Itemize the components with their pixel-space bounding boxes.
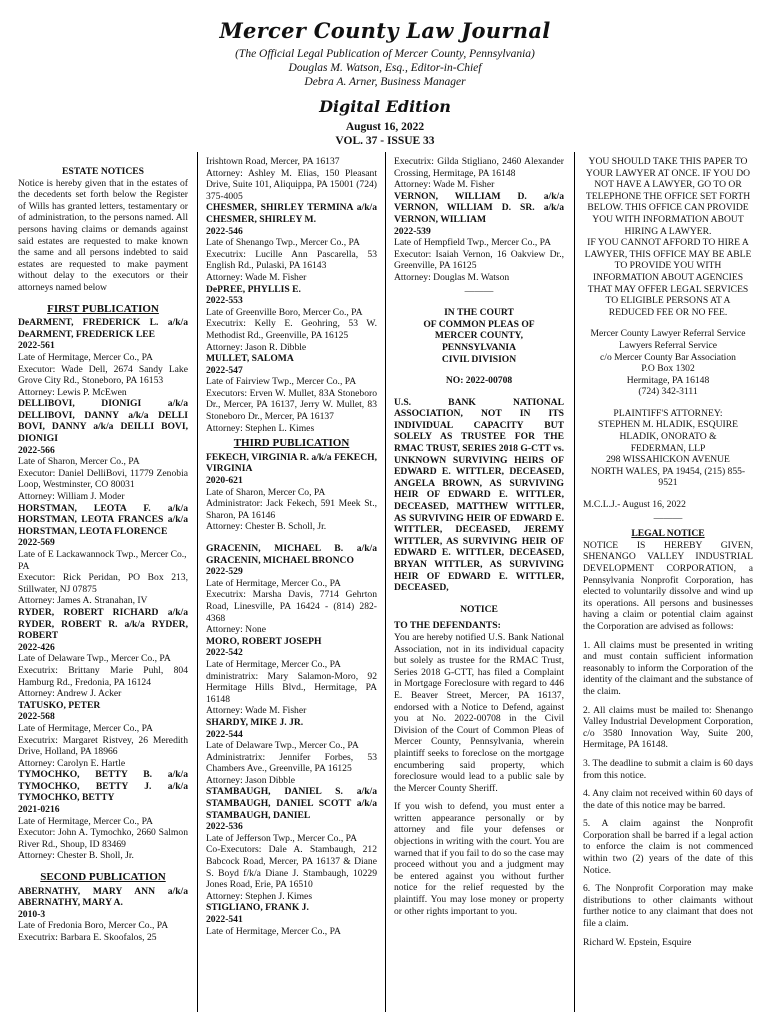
- decedent-name: TYMOCHKO, BETTY B. a/k/a TYMOCHKO, BETTY J. a/k/a TYMOCHKO, BETTY: [18, 769, 188, 804]
- executor: Executor: Isaiah Vernon, 16 Oakview Dr., Greenville, PA 16125: [394, 248, 564, 272]
- column-divider: [574, 152, 575, 1012]
- notice-paragraph: If you wish to defend, you must enter a written appearance personally or by attorney and file your defenses or objections in writing with the court. You are warned that if you fail to do so the case may proceed without you and a judgment may be entered against you without further notice for the relief requested by the plaintiff. You may lose money or property or other rights important to you.: [394, 801, 564, 917]
- edition-title: Digital Edition: [319, 97, 451, 116]
- residence: Late of Delaware Twp., Mercer Co., PA: [18, 653, 171, 665]
- attorney-line: NORTH WALES, PA 19454, (215) 855-9521: [590, 465, 746, 489]
- continued-entry: [394, 156, 564, 191]
- residence: Late of Fredonia Boro, Mercer Co., PA: [18, 920, 169, 932]
- estate-entry: [394, 191, 564, 284]
- executor: Executor: Rick Peridan, PO Box 213, Stillwater, NJ 07875: [18, 572, 188, 595]
- residence: Late of Sharon, Mercer Co, PA: [206, 486, 326, 498]
- plaintiff-attorney: [583, 408, 753, 489]
- to-defendants: TO THE DEFENDANTS:: [394, 620, 501, 632]
- residence: Late of Hermitage, Mercer Co., PA: [18, 351, 153, 363]
- decedent-name: MORO, ROBERT JOSEPH: [206, 635, 322, 647]
- case-number: 2022-566: [18, 444, 55, 456]
- estate-entry: [18, 398, 188, 502]
- referral-service: [583, 328, 753, 398]
- issue-volume: VOL. 37 - ISSUE 33: [335, 135, 435, 147]
- residence: Late of Hermitage, Mercer Co., PA: [18, 722, 153, 734]
- journal-subtitle: (The Official Legal Publication of Mercer County, Pennsylvania): [235, 48, 535, 60]
- estate-entry: [206, 452, 377, 533]
- referral-line: Lawyers Referral Service: [618, 339, 718, 351]
- estate-notices-intro: Notice is hereby given that in the estates of the decedents set forth below the Register of Wills has granted letters, testamentary or of administration, to the persons named. All persons having claims or demands against said estates are requested to make known the same and all persons indebted to said estates are requested to make payment without delay to the executors or their attorneys named below: [18, 177, 188, 293]
- editor-line: Douglas M. Watson, Esq., Editor-in-Chief: [288, 62, 482, 74]
- executor: Executrix: Brittany Marie Puhl, 804 Hamburg Rd., Fredonia, PA 16124: [18, 664, 188, 688]
- attorney-line: PLAINTIFF'S ATTORNEY:: [613, 407, 723, 419]
- column-3: [394, 156, 564, 1012]
- estate-entry: [18, 607, 188, 700]
- attorney: Attorney: Ashley M. Elias, 150 Pleasant Drive, Suite 101, Aliquippa, PA 15001 (724) 375-4005: [206, 167, 377, 202]
- decedent-name: DELLIBOVI, DIONIGI a/k/a DELLIBOVI, DANNY a/k/a DELLI BOVI, DANNY a/k/a DEILLI BOVI, DIONIGI: [18, 398, 188, 445]
- column-divider: [197, 152, 198, 1012]
- journal-title: Mercer County Law Journal: [219, 18, 551, 43]
- residence: Late of Shenango Twp., Mercer Co., PA: [206, 237, 360, 249]
- executor: dministratrix: Mary Salamon-Moro, 92 Hermitage Hills Blvd., Hermitage, PA 16148: [206, 670, 377, 705]
- legal-notice-item: 4. Any claim not received within 60 days of the date of this notice may be barred.: [583, 788, 753, 811]
- decedent-name: STIGLIANO, FRANK J.: [206, 902, 309, 914]
- attorney: Attorney: Lewis P. McEwen: [18, 386, 127, 398]
- notice-paragraph: You are hereby notified U.S. Bank National Association, not in its individual capacity but solely as trustee for the RMAC Trust, Series 2018 G-CTT, has filed a Complaint in Mortgage Foreclosure with regard to 446 E. Beaver Street, Mercer, PA 16137, endorsed with a Notice to Defend, against you at No. 2022-00708 in the Civil Division of the Court of Common Pleas of Mercer County, Pennsylvania, wherein plaintiff seeks to foreclose on the mortgage encumbering said property, which foreclosure would lead to a public sale by the Mercer County Sheriff.: [394, 631, 564, 794]
- referral-line: c/o Mercer County Bar Association: [600, 351, 736, 363]
- column-4: [583, 156, 753, 1012]
- estate-entry: [206, 202, 377, 283]
- attorney-line: HLADIK, ONORATO &: [619, 431, 717, 443]
- case-number: 2022-544: [206, 728, 243, 740]
- executor: Executrix: Margaret Ristvey, 26 Meredith Drive, Holland, PA 18966: [18, 734, 188, 758]
- referral-line: (724) 342-3111: [638, 386, 698, 398]
- legal-notice-item: 5. A claim against the Nonprofit Corporation shall be barred if a legal action to enforce the claim is not commenced within two (2) years of the date of this Notice.: [583, 818, 753, 876]
- column-2: [206, 156, 377, 1012]
- third-publication-heading: THIRD PUBLICATION: [233, 437, 350, 450]
- case-number: 2022-542: [206, 647, 243, 659]
- attorney: Attorney: Wade M. Fisher: [206, 705, 307, 717]
- decedent-name: TATUSKO, PETER: [18, 699, 101, 711]
- case-number: 2010-3: [18, 908, 46, 920]
- estate-entry: [18, 886, 188, 944]
- executor: Executor: Wade Dell, 2674 Sandy Lake Grove City Rd., Stoneboro, PA 16153: [18, 363, 188, 387]
- estate-entry: [206, 353, 377, 434]
- executor: Executrix: Gilda Stigliano, 2460 Alexander Crossing, Hermitage, PA 16148: [394, 156, 564, 179]
- executor: Executrix: Kelly E. Geohring, 53 W. Methodist Rd., Greenville, PA 16125: [206, 318, 377, 341]
- first-publication-heading: FIRST PUBLICATION: [47, 302, 159, 315]
- publication-date-line: M.C.L.J.- August 16, 2022: [583, 499, 686, 511]
- executor: Administrator: Jack Fekech, 591 Meek St., Sharon, PA 16146: [206, 498, 377, 521]
- attorney: Attorney: Chester B. Sholl, Jr.: [18, 850, 134, 862]
- attorney: Attorney: Andrew J. Acker: [18, 688, 122, 700]
- residence: Late of Jefferson Twp., Mercer Co., PA: [206, 832, 358, 844]
- case-number: 2022-546: [206, 225, 243, 237]
- referral-line: Hermitage, PA 16148: [626, 374, 710, 386]
- case-number: 2020-621: [206, 475, 243, 487]
- case-caption: U.S. BANK NATIONAL ASSOCIATION, NOT IN ITS INDIVIDUAL CAPACITY BUT SOLELY AS TRUSTEE FOR THE RMAC TRUST, SERIES 2018 G-CTT vs. UNKNOWN SURVIVING HEIRS OF EDWARD E. WITTLER, DECEASED, ANGELA BROWN, AS SURVIVING HEIR OF EDWARD E. WITTLER, DECEASED, MATTHEW WITTLER, AS SURVIVING HEIR OF EDWARD E. WITTLER, DECEASED, JEREMY WITTLER, AS SURVIVING HEIR OF EDWARD E. WITTLER, DECEASED, BRYAN WITTLER, AS SURVIVING HEIR OF EDWARD E. WITTLER, DECEASED,: [394, 396, 564, 594]
- decedent-name: DePREE, PHYLLIS E.: [206, 283, 301, 295]
- case-number: 2022-541: [206, 914, 243, 925]
- decedent-name: HORSTMAN, LEOTA F. a/k/a HORSTMAN, LEOTA FRANCES a/k/a HORSTMAN, LEOTA FLORENCE: [18, 502, 188, 537]
- estate-entry: [206, 717, 377, 787]
- attorney: Attorney: Wade M. Fisher: [394, 179, 495, 191]
- decedent-name: MULLET, SALOMA: [206, 353, 294, 365]
- issue-date: August 16, 2022: [345, 121, 425, 133]
- executor: Executor: John A. Tymochko, 2660 Salmon River Rd., Shoup, ID 83469: [18, 827, 188, 850]
- executor: Executrix: Barbara E. Skoofalos, 25: [18, 932, 157, 943]
- residence: Late of Hermitage, Mercer Co., PA: [206, 577, 341, 589]
- case-number-heading: NO: 2022-00708: [445, 375, 513, 387]
- estate-entry: [18, 700, 188, 770]
- attorney: Attorney: Jason Dibble: [206, 774, 295, 786]
- case-number: 2022-426: [18, 641, 55, 653]
- signature-line: Richard W. Epstein, Esquire: [583, 936, 692, 948]
- executor: Executors: Erven W. Mullet, 83A Stoneboro Dr., Mercer, PA 16137, Jerry W. Mullet, 83 Stoneboro Dr., Mercer, PA 16137: [206, 387, 377, 423]
- legal-notice-intro: NOTICE IS HEREBY GIVEN, SHENANGO VALLEY INDUSTRIAL DEVELOPMENT CORPORATION, a Pennsylvania Nonprofit Corporation, has elected to voluntarily dissolve and wind up its operations. All persons and businesses having a claim or potential claim against the Corporation are advised as follows:: [583, 539, 753, 632]
- decedent-name: RYDER, ROBERT RICHARD a/k/a RYDER, ROBERT R. a/k/a RYDER, ROBERT: [18, 606, 188, 642]
- estate-entry: [206, 636, 377, 717]
- executor: Executor: Daniel DelliBovi, 11779 Zenobia Loop, Westminster, CO 80031: [18, 467, 188, 491]
- estate-entry: [206, 284, 377, 354]
- attorney: Attorney: Jason R. Dibble: [206, 341, 307, 353]
- decedent-name: FEKECH, VIRGINIA R. a/k/a FEKECH, VIRGINIA: [206, 451, 377, 475]
- attorney-line: FEDERMAN, LLP: [630, 442, 706, 454]
- court-line: CIVIL DIVISION: [441, 353, 517, 365]
- residence: Late of Sharon, Mercer Co., PA: [18, 456, 140, 468]
- case-number: 2022-547: [206, 364, 243, 376]
- court-line: PENNSYLVANIA: [441, 341, 517, 353]
- masthead: [0, 12, 770, 148]
- section-separator: ———: [464, 285, 494, 297]
- decedent-name: STAMBAUGH, DANIEL S. a/k/a STAMBAUGH, DANIEL SCOTT a/k/a STAMBAUGH, DANIEL: [206, 786, 377, 821]
- estate-entry: [206, 902, 377, 937]
- executor: Co-Executors: Dale A. Stambaugh, 212 Babcock Road, Mercer, PA 16137 & Diane S. Boyd f/k/a Diane J. Stambaugh, 10229 Jones Road, Erie, PA 16510: [206, 844, 377, 891]
- attorney-line: 298 WISSAHICKON AVENUE: [606, 454, 730, 466]
- case-number: 2022-568: [18, 711, 55, 723]
- case-number: 2022-539: [394, 225, 431, 237]
- case-number: 2022-529: [206, 566, 243, 578]
- estate-entry: [18, 317, 188, 398]
- attorney: Attorney: None: [206, 624, 266, 636]
- case-number: 2022-553: [206, 295, 243, 307]
- attorney: Attorney: William J. Moder: [18, 491, 125, 503]
- court-line: IN THE COURT: [444, 307, 514, 319]
- court-heading: [394, 307, 564, 365]
- legal-notice-item: 2. All claims must be mailed to: Shenango Valley Industrial Development Corporation, c/o 3580 Innovation Way, Suite 200, Hermitage, PA 16148.: [583, 704, 753, 751]
- attorney: Attorney: Carolyn E. Hartle: [18, 757, 126, 769]
- decedent-name: GRACENIN, MICHAEL B. a/k/a GRACENIN, MICHAEL BRONCO: [206, 543, 377, 566]
- estate-entry: [18, 769, 188, 862]
- attorney-line: STEPHEN M. HLADIK, ESQUIRE: [598, 419, 738, 431]
- attorney: Attorney: Douglas M. Watson: [394, 271, 510, 283]
- estate-entry: [18, 503, 188, 607]
- estate-entry: [206, 543, 377, 636]
- legal-notice-item: 3. The deadline to submit a claim is 60 days from this notice.: [583, 757, 753, 781]
- address-continued: Irishtown Road, Mercer, PA 16137: [206, 156, 340, 167]
- legal-notice-item: 1. All claims must be presented in writing and must contain sufficient information reasonably to inform the Corporation of the identity of the claimant and the substance of the claim.: [583, 639, 753, 697]
- residence: Late of Hempfield Twp., Mercer Co., PA: [394, 237, 552, 249]
- residence: Late of Greenville Boro, Mercer Co., PA: [206, 306, 363, 318]
- attorney: Attorney: Wade M. Fisher: [206, 271, 307, 283]
- legal-notice-heading: LEGAL NOTICE: [631, 528, 705, 540]
- executor: Executrix: Marsha Davis, 7714 Gehrton Road, Linesville, PA 16424 - (814) 282-4368: [206, 589, 377, 624]
- legal-notice-item: 6. The Nonprofit Corporation may make distributions to other claimants without further notice to any claimant that does not file a claim.: [583, 883, 753, 930]
- decedent-name: ABERNATHY, MARY ANN a/k/a ABERNATHY, MARY A.: [18, 885, 188, 909]
- executor: Executrix: Lucille Ann Pascarella, 53 English Rd., Pulaski, PA 16143: [206, 248, 377, 272]
- manager-line: Debra A. Arner, Business Manager: [304, 76, 466, 88]
- residence: Late of Hermitage, Mercer Co., PA: [206, 658, 341, 670]
- decedent-name: CHESMER, SHIRLEY TERMINA a/k/a CHESMER, SHIRLEY M.: [206, 202, 377, 225]
- court-line: OF COMMON PLEAS OF: [423, 318, 535, 330]
- section-separator: ———: [653, 512, 683, 524]
- referral-line: Mercer County Lawyer Referral Service: [590, 328, 746, 340]
- decedent-name: DeARMENT, FREDERICK L. a/k/a DeARMENT, FREDERICK LEE: [18, 317, 188, 340]
- lawyer-warning: YOU SHOULD TAKE THIS PAPER TO YOUR LAWYER AT ONCE. IF YOU DO NOT HAVE A LAWYER, GO TO OR TELEPHONE THE OFFICE SET FORTH BELOW. THIS OFFICE CAN PROVIDE YOU WITH INFORMATION ABOUT HIRING A LAWYER.: [585, 156, 751, 237]
- notice-heading: NOTICE: [460, 603, 498, 615]
- case-number: 2021-0216: [18, 804, 60, 816]
- court-line: MERCER COUNTY,: [434, 330, 524, 342]
- case-number: 2022-561: [18, 340, 55, 352]
- case-number: 2022-569: [18, 537, 55, 549]
- referral-line: P.O Box 1302: [641, 363, 695, 375]
- residence: Late of Hermitage, Mercer Co., PA: [18, 815, 153, 827]
- residence: Late of Hermitage, Mercer Co., PA: [206, 925, 341, 937]
- column-1: [18, 156, 188, 1012]
- estate-entry: [206, 786, 377, 902]
- attorney: Attorney: Chester B. Scholl, Jr.: [206, 521, 327, 533]
- lawyer-warning-2: IF YOU CANNOT AFFORD TO HIRE A LAWYER, THIS OFFICE MAY BE ABLE TO PROVIDE YOU WITH INFORMATION ABOUT AGENCIES THAT MAY OFFER LEGAL SERVICES TO ELIGIBLE PERSONS AT A REDUCED FEE OR NO FEE.: [584, 237, 752, 318]
- second-publication-heading: SECOND PUBLICATION: [40, 871, 166, 884]
- residence: Late of Fairview Twp., Mercer Co., PA: [206, 376, 357, 388]
- continued-entry: [206, 156, 377, 202]
- residence: Late of E Lackawannock Twp., Mercer Co., PA: [18, 549, 187, 572]
- column-divider: [385, 152, 386, 1012]
- estate-notices-heading: ESTATE NOTICES: [61, 166, 145, 177]
- executor: Administratrix: Jennifer Forbes, 53 Chambers Ave., Greenville, PA 16125: [206, 751, 377, 775]
- decedent-name: SHARDY, MIKE J. JR.: [206, 716, 304, 728]
- attorney: Attorney: Stephen J. Kimes: [206, 890, 313, 902]
- decedent-name: VERNON, WILLIAM D. a/k/a VERNON, WILLIAM D. SR. a/k/a VERNON, WILLIAM: [394, 190, 564, 225]
- attorney: Attorney: James A. Stranahan, IV: [18, 595, 148, 607]
- case-number: 2022-536: [206, 821, 243, 833]
- residence: Late of Delaware Twp., Mercer Co., PA: [206, 740, 359, 752]
- attorney: Attorney: Stephen L. Kimes: [206, 422, 315, 434]
